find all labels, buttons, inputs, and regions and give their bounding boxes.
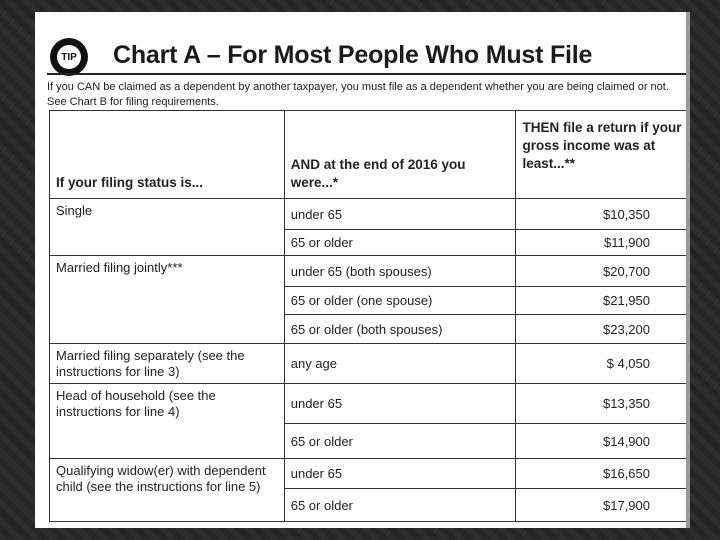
age-cell: under 65 (both spouses) xyxy=(284,256,516,287)
age-cell: under 65 xyxy=(284,459,516,489)
filing-requirements-table xyxy=(49,110,689,522)
table-header-row xyxy=(50,111,689,199)
document-page xyxy=(35,12,690,528)
age-cell: any age xyxy=(284,344,516,384)
status-married-separately: Married filing separately (see the instructions for line 3) xyxy=(50,344,285,384)
header-gross-income: THEN file a return if your gross income was at least...** xyxy=(516,111,689,199)
tip-icon: TIP xyxy=(52,40,86,74)
header-age: AND at the end of 2016 you were...* xyxy=(284,111,516,199)
table-row xyxy=(50,384,689,424)
age-cell: 65 or older xyxy=(284,489,516,522)
income-cell: $17,900 xyxy=(516,489,689,522)
chart-header xyxy=(45,24,688,80)
status-qualifying-widower: Qualifying widow(er) with dependent child (see the instructions for line 5) xyxy=(50,459,285,522)
age-cell: 65 or older xyxy=(284,424,516,459)
header-filing-status: If your filing status is... xyxy=(50,111,285,199)
status-married-jointly: Married filing jointly*** xyxy=(50,256,285,344)
income-cell: $11,900 xyxy=(516,230,689,256)
income-cell: $23,200 xyxy=(516,315,689,344)
table-row xyxy=(50,256,689,287)
age-cell: 65 or older (one spouse) xyxy=(284,287,516,315)
income-cell: $ 4,050 xyxy=(516,344,689,384)
income-cell: $16,650 xyxy=(516,459,689,489)
income-cell: $14,900 xyxy=(516,424,689,459)
dependent-note: If you CAN be claimed as a dependent by another taxpayer, you must file as a dependent whether you are being claimed or not. See Chart B for filing requirements. xyxy=(47,81,669,108)
table-row xyxy=(50,459,689,489)
page-edge-shadow xyxy=(686,12,690,528)
age-cell: 65 or older (both spouses) xyxy=(284,315,516,344)
age-cell: 65 or older xyxy=(284,230,516,256)
income-cell: $20,700 xyxy=(516,256,689,287)
table-row xyxy=(50,344,689,384)
income-cell: $10,350 xyxy=(516,199,689,230)
income-cell: $21,950 xyxy=(516,287,689,315)
income-cell: $13,350 xyxy=(516,384,689,424)
table-row xyxy=(50,199,689,230)
title-divider xyxy=(47,73,688,75)
age-cell: under 65 xyxy=(284,384,516,424)
status-head-of-household: Head of household (see the instructions for line 4) xyxy=(50,384,285,459)
age-cell: under 65 xyxy=(284,199,516,230)
status-single: Single xyxy=(50,199,285,256)
chart-title: Chart A – For Most People Who Must File xyxy=(113,41,593,69)
